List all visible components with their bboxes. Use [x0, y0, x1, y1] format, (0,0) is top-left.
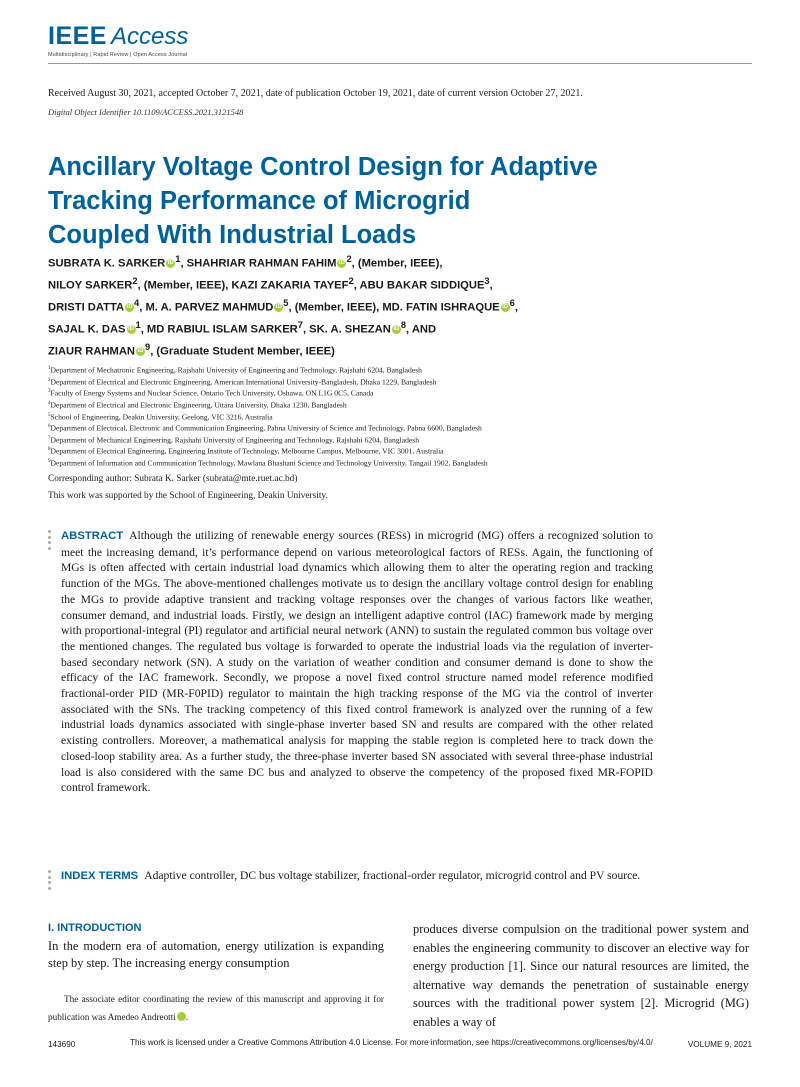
abstract [61, 528, 653, 796]
author-separator: , [514, 301, 518, 314]
journal-logo [48, 22, 188, 58]
orcid-icon[interactable]: iD [137, 347, 144, 354]
affiliation-item [48, 387, 748, 399]
index-terms-label: INDEX TERMS [61, 870, 139, 882]
affiliation-text: Department of Electrical and Electronic Engineering, Uttara University, Dhaka 1230, Bangladesh [50, 400, 347, 410]
abstract-marker-icon [48, 530, 53, 552]
doi[interactable]: Digital Object Identifier 10.1109/ACCESS.2021.3121548 [48, 107, 244, 117]
author-name: , (Member, IEEE), MD. FATIN ISHRAQUE [288, 301, 500, 314]
affiliation-text: Department of Mechanical Engineering, Rajshahi University of Engineering and Technology, Rajshahi 6204, Bangladesh [50, 435, 420, 445]
affiliation-sup: 2 [346, 254, 352, 264]
orcid-icon[interactable]: iD [177, 1012, 186, 1021]
affiliation-number: 4 [48, 400, 51, 406]
author-name: , SHAHRIAR RAHMAN FAHIM [180, 257, 337, 270]
affiliation-item [48, 422, 748, 434]
orcid-icon[interactable]: iD [338, 259, 345, 266]
affiliation-number: 6 [48, 424, 51, 430]
orcid-icon[interactable]: iD [167, 259, 174, 266]
author-role: , (Graduate Student Member, IEEE) [150, 345, 335, 358]
affiliation-item [48, 445, 748, 457]
logo-tagline: Multidisciplinary | Rapid Review | Open Access Journal [48, 52, 188, 58]
author-name: , SK. A. SHEZAN [302, 323, 391, 336]
intro-right-column: produces diverse compulsion on the traditional power system and enables the engineering community to discover an elective way for energy production [1]. Since our natural resources are limited, the alternative way demands the penetration of sustainable energy sources with the traditional power system [2]. Microgrid (MG) enables a way of [413, 922, 749, 1029]
index-terms-text: Adaptive controller, DC bus voltage stabilizer, fractional-order regulator, microgrid control and PV source. [144, 869, 641, 882]
publication-dates: Received August 30, 2021, accepted October 7, 2021, date of publication October 19, 2021, date of current version October 27, 2021. [48, 88, 583, 99]
affiliation-item [48, 399, 748, 411]
affiliation-number: 5 [48, 412, 51, 418]
affiliation-list [48, 364, 748, 469]
author-name: , MD RABIUL ISLAM SARKER [140, 323, 298, 336]
intro-left-column: In the modern era of automation, energy utilization is expanding step by step. The increasing energy consumption [48, 939, 384, 971]
logo-ieee: IEEE [48, 22, 107, 50]
author-line [48, 251, 688, 273]
author-line [48, 295, 688, 317]
author-name: NILOY SARKER [48, 279, 133, 292]
affiliation-text: Faculty of Energy Systems and Nuclear Science, Ontario Tech University, Oshawa, ON L1G 0C5, Canada [50, 388, 374, 398]
affiliation-sup: 3 [484, 276, 490, 287]
index-terms [61, 868, 653, 884]
license-note[interactable]: This work is licensed under a Creative Commons Attribution 4.0 License. For more information, see https://creativecommons.org/licenses/by/4.0/ [130, 1038, 653, 1047]
affiliation-number: 1 [48, 366, 51, 371]
title-line: Ancillary Voltage Control Design for Adaptive [48, 153, 598, 181]
affiliation-sup: 2 [132, 276, 138, 287]
affiliation-sup: 8 [400, 320, 407, 331]
affiliation-sup: 4 [134, 298, 140, 309]
affiliation-item [48, 376, 748, 388]
abstract-text: Although the utilizing of renewable energy sources (RESs) in microgrid (MG) offers a recognized solution to meet the increasing demand, it’s performance depend on various meteorological factors of RESs. Again, the functioning of MGs is often affected with certain industrial load dynamics which allowing them to alter the operating region and tracking function of the MGs. The above-mentioned challenges motivate us to design the ancillary voltage control design for enabling the MGs to provide adaptive transient and tracking voltage responses over the changes of various factors like weather, consumer demand, and industrial loads. Firstly, we design an intelligent adaptive control (IAC) framework made by merging with proportional-integral (PI) regulator and artificial neural network (ANN) to sustain the regulated common bus voltage over the mentioned changes. The regulated bus voltage is forwarded to operate the industrial loads via the regulation of inverter-based secondary network (SN). A study on the variation of weather condition and consumer demand is done to show the efficacy of the IAC framework. Secondly, we propose a novel fixed control structure named model reference modified fractional-order PID (MR-F0PID) regulator to maintain the high tracking response of the MG via the control of inverter associated with the SNs. The tracking competency of this fixed control framework is analyzed over the running of a few industrial loads dynamics associated with single-phase inverter based SN and results are compared with the other related existing controllers. Moreover, a mathematical analysis for mapping the stable region is completed here to track down the closed-loop stability area. As a further study, the three-phase inverter based SN associated with several three-phase industrial load is also considered with the same DC bus and analyzed to observe the competency of the proposed fixed MR-FOPID control framework. [61, 529, 653, 795]
affiliation-text: Department of Electrical and Electronic Engineering, American International University-Bangladesh, Dhaka 1229, Bangladesh [50, 377, 437, 387]
abstract-label: ABSTRACT [61, 530, 124, 542]
author-role: , (Member, IEEE), [351, 257, 443, 270]
affiliation-text: School of Engineering, Deakin University, Geelong, VIC 3216, Australia [50, 412, 273, 422]
index-terms-marker-icon [48, 870, 53, 892]
orcid-icon[interactable]: iD [502, 303, 509, 310]
author-name: SUBRATA K. SARKER [48, 257, 166, 270]
author-name: DRISTI DATTA [48, 301, 125, 314]
author-name: , ABU BAKAR SIDDIQUE [353, 279, 485, 292]
affiliation-sup: 9 [145, 342, 151, 353]
affiliation-sup: 7 [297, 320, 303, 331]
affiliation-text: Department of Information and Communication Technology, Mawlana Bhashani Science and Technology University, Tangail 1902, Bangladesh [50, 458, 488, 468]
affiliation-sup: 6 [509, 298, 515, 309]
funding-note: This work was supported by the School of Engineering, Deakin University. [48, 491, 328, 501]
author-list [48, 251, 688, 361]
author-line [48, 317, 688, 339]
affiliation-sup: 5 [283, 298, 289, 309]
orcid-icon[interactable]: iD [128, 325, 134, 332]
author-name: ZIAUR RAHMAN [48, 345, 136, 358]
author-separator: , AND [406, 323, 437, 336]
logo-access: Access [110, 23, 189, 50]
author-name: , M. A. PARVEZ MAHMUD [139, 301, 274, 314]
orcid-icon[interactable]: iD [275, 303, 282, 310]
affiliation-item [48, 434, 748, 446]
editor-note: The associate editor coordinating the review of this manuscript and approving it for publication was Amedeo Andreotti iD. [48, 994, 384, 1022]
page-footer [48, 1038, 752, 1052]
author-name: SAJAL K. DAS [48, 323, 126, 336]
affiliation-sup: 1 [135, 320, 141, 331]
page-number: 143690 [48, 1040, 76, 1049]
affiliation-item [48, 411, 748, 423]
author-line [48, 273, 688, 295]
editor-note-text: The associate editor coordinating the review of this manuscript and approving it for publication was Amedeo Andreotti [48, 994, 384, 1022]
affiliation-number: 7 [48, 435, 51, 441]
section-heading-introduction: I. INTRODUCTION [48, 922, 142, 934]
title-line: Tracking Performance of Microgrid [48, 187, 471, 215]
corresponding-author: Corresponding author: Subrata K. Sarker (subrata@mte.ruet.ac.bd) [48, 474, 298, 484]
affiliation-item [48, 457, 748, 469]
volume-label: VOLUME 9, 2021 [687, 1040, 752, 1049]
affiliation-sup: 1 [175, 254, 181, 264]
author-line [48, 339, 688, 361]
affiliation-number: 2 [48, 377, 51, 383]
affiliation-item [48, 364, 748, 376]
affiliation-number: 3 [48, 389, 51, 395]
affiliation-number: 8 [48, 447, 51, 453]
header-divider [48, 63, 752, 64]
affiliation-text: Department of Mechatronic Engineering, Rajshahi University of Engineering and Technology, Rajshahi 6204, Bangladesh [50, 365, 422, 375]
affiliation-text: Department of Electrical, Electronic and Communication Engineering, Pabna University of Science and Technology, Pabna 6600, Bangladesh [50, 423, 482, 433]
paper-title [48, 150, 648, 252]
author-name: , (Member, IEEE), KAZI ZAKARIA TAYEF [137, 279, 349, 292]
orcid-icon[interactable]: iD [126, 303, 133, 310]
affiliation-sup: 2 [348, 276, 354, 287]
author-separator: , [489, 279, 493, 292]
affiliation-text: Department of Electrical Engineering, Engineering Institute of Technology, Melbourne Campus, Melbourne, VIC 3001, Australia [50, 446, 444, 456]
affiliation-number: 9 [48, 459, 51, 464]
orcid-icon[interactable]: iD [393, 325, 400, 332]
title-line: Coupled With Industrial Loads [48, 221, 417, 249]
